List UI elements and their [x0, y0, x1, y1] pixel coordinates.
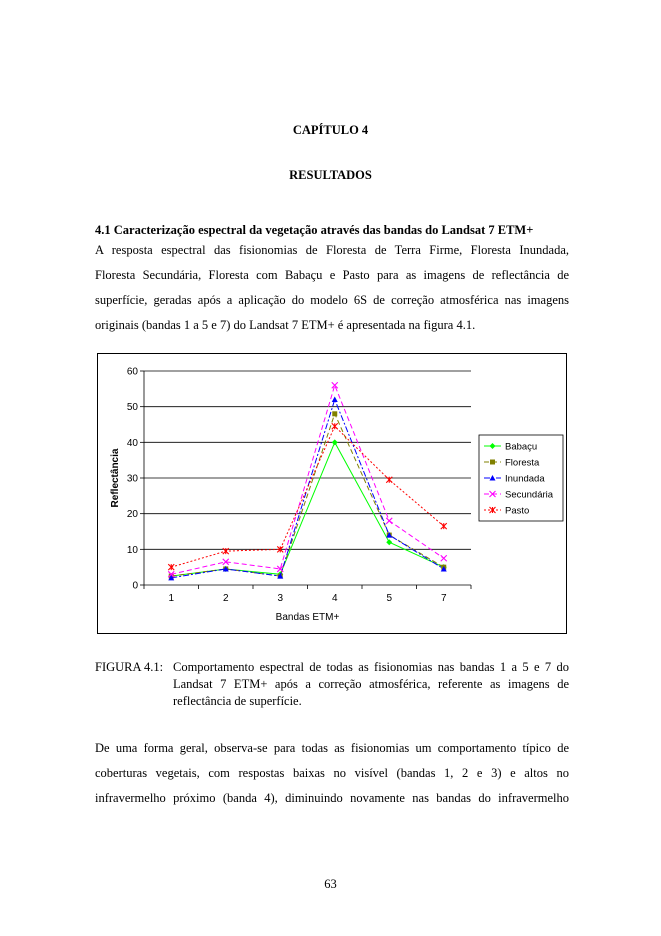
data-point	[223, 548, 229, 554]
data-point	[332, 397, 338, 403]
caption-label: FIGURA 4.1:	[95, 660, 164, 674]
x-tick-label: 2	[222, 593, 229, 604]
caption-text	[173, 659, 569, 710]
data-point	[441, 555, 447, 561]
legend-label: Floresta	[505, 457, 540, 469]
data-point	[441, 523, 447, 529]
x-tick-label: 4	[331, 593, 338, 604]
caption-line: Landsat 7 ETM+ após a correção atmosférica, referente as imagens de	[173, 677, 569, 691]
data-point	[168, 564, 174, 570]
paragraph-1	[95, 238, 569, 338]
paragraph-line: infravermelho próximo (banda 4), diminuindo novamente nas bandas do infravermelho	[95, 791, 569, 805]
chart-svg	[98, 354, 568, 635]
x-tick-label: 5	[386, 593, 393, 604]
y-tick-label: 10	[126, 544, 138, 556]
y-tick-label: 50	[126, 402, 138, 414]
series-line	[171, 426, 444, 567]
y-axis-title: Reflectância	[110, 448, 121, 508]
legend-label: Secundária	[505, 489, 554, 501]
legend-label: Babaçu	[505, 441, 538, 453]
legend-label: Pasto	[505, 505, 530, 517]
figure-chart	[97, 353, 567, 634]
y-tick-label: 40	[126, 437, 138, 449]
paragraph-line: originais (bandas 1 a 5 e 7) do Landsat 7 ETM+ é apresentada na figura 4.1.	[95, 318, 476, 332]
paragraph-line: superfície, geradas após a aplicação do modelo 6S de correção atmosférica nas imagens	[95, 293, 569, 307]
caption-line: reflectância de superfície.	[173, 694, 302, 708]
data-point	[332, 411, 337, 416]
data-point	[332, 382, 338, 388]
paragraph-line: A resposta espectral das fisionomias de Floresta de Terra Firme, Floresta Inundada,	[95, 243, 569, 257]
series-line	[171, 414, 444, 576]
chapter-title: CAPÍTULO 4	[292, 123, 369, 137]
data-point	[386, 477, 392, 483]
series-line	[171, 385, 444, 574]
paragraph-2	[95, 736, 569, 811]
data-point	[332, 439, 338, 445]
y-tick-label: 20	[126, 509, 138, 521]
legend-label: Inundada	[505, 473, 545, 485]
x-tick-label: 7	[440, 593, 447, 604]
caption-line: Comportamento espectral de todas as fisionomias nas bandas 1 a 5 e 7 do	[173, 660, 569, 674]
series-line	[171, 442, 444, 576]
y-tick-label: 60	[126, 366, 138, 378]
x-tick-label: 1	[168, 593, 175, 604]
paragraph-line: Floresta Secundária, Floresta com Babaçu e Pasto para as imagens de reflectância de	[95, 268, 569, 282]
legend-marker	[490, 460, 495, 465]
data-point	[386, 539, 392, 545]
section-title: 4.1 Caracterização espectral da vegetação através das bandas do Landsat 7 ETM+	[95, 223, 534, 237]
x-tick-label: 3	[277, 593, 284, 604]
paragraph-line: De uma forma geral, observa-se para todas as fisionomias um comportamento típico de	[95, 741, 569, 755]
chapter-heading: RESULTADOS	[289, 168, 372, 182]
data-point	[332, 423, 338, 429]
y-tick-label: 0	[132, 580, 138, 592]
page-number: 63	[324, 877, 337, 891]
x-axis-title: Bandas ETM+	[275, 612, 340, 623]
data-point	[386, 518, 392, 524]
paragraph-line: coberturas vegetais, com respostas baixas no visível (bandas 1, 2 e 3) e altos no	[95, 766, 569, 780]
y-tick-label: 30	[126, 473, 138, 485]
